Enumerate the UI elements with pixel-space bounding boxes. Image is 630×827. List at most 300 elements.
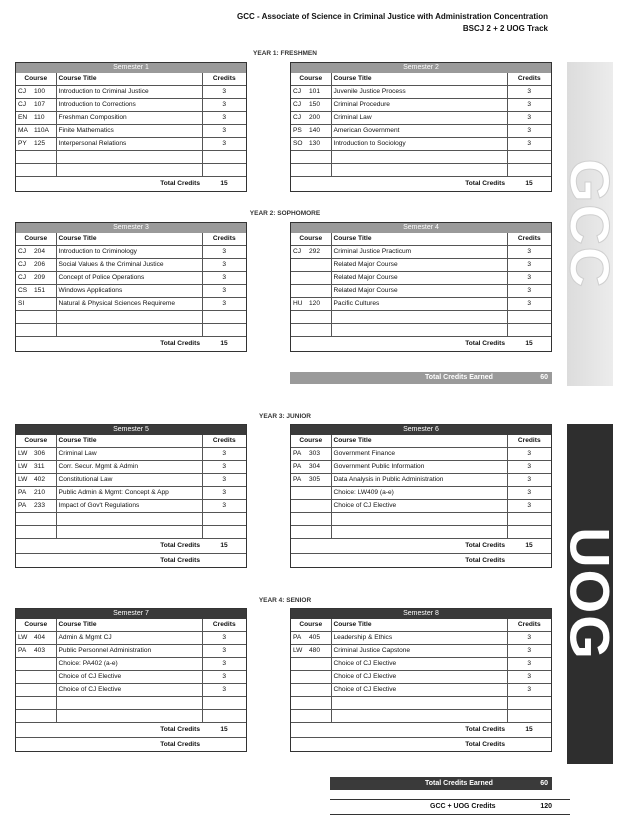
semester-7-table bbox=[15, 608, 247, 752]
course-title: Public Admin & Mgmt: Concept & App bbox=[56, 487, 202, 500]
course-title: Finite Mathematics bbox=[56, 125, 202, 138]
course-credits: 3 bbox=[507, 671, 551, 684]
course-code bbox=[16, 138, 56, 151]
course-dept: PA bbox=[18, 502, 27, 509]
course-credits: 3 bbox=[507, 658, 551, 671]
table-row bbox=[291, 125, 551, 138]
total-credits-label: Total Credits bbox=[465, 180, 505, 187]
course-number: 150 bbox=[309, 101, 321, 108]
course-credits: 3 bbox=[202, 99, 246, 112]
course-title: Related Major Course bbox=[331, 259, 507, 272]
course-title: Introduction to Criminology bbox=[56, 246, 202, 259]
course-credits: 3 bbox=[507, 272, 551, 285]
course-title: Criminal Justice Capstone bbox=[331, 645, 507, 658]
semester-header: Semester 7 bbox=[16, 609, 246, 619]
total-credits-row bbox=[16, 337, 246, 352]
course-credits: 3 bbox=[507, 259, 551, 272]
total-credits-row bbox=[291, 337, 551, 352]
table-row bbox=[16, 632, 246, 645]
gcc-total-credits-earned-bar bbox=[290, 372, 552, 384]
table-row bbox=[291, 246, 551, 259]
course-dept: CJ bbox=[18, 101, 27, 108]
course-number: 204 bbox=[34, 248, 46, 255]
total-credits-label: Total Credits bbox=[465, 726, 505, 733]
course-dept: CJ bbox=[293, 101, 302, 108]
empty-row bbox=[16, 151, 246, 164]
course-credits: 3 bbox=[507, 684, 551, 697]
course-number: 303 bbox=[309, 450, 321, 457]
course-column-header: Course bbox=[16, 233, 56, 246]
title-column-header: Course Title bbox=[331, 435, 507, 448]
course-code bbox=[291, 658, 331, 671]
course-code bbox=[16, 671, 56, 684]
course-title: Choice: LW409 (a-e) bbox=[331, 487, 507, 500]
total-credits-value: 15 bbox=[525, 726, 533, 733]
title-column-header: Course Title bbox=[56, 619, 202, 632]
course-title: Constitutional Law bbox=[56, 474, 202, 487]
gcc-earned-value: 60 bbox=[540, 374, 548, 381]
gcc-earned-label: Total Credits Earned bbox=[425, 374, 493, 381]
course-code bbox=[16, 684, 56, 697]
course-code bbox=[291, 138, 331, 151]
course-credits: 3 bbox=[202, 487, 246, 500]
empty-row bbox=[16, 311, 246, 324]
total-credits-value: 15 bbox=[220, 180, 228, 187]
course-title: Admin & Mgmt CJ bbox=[56, 632, 202, 645]
total-credits-row bbox=[291, 723, 551, 738]
course-title: Freshman Composition bbox=[56, 112, 202, 125]
course-title: Introduction to Sociology bbox=[331, 138, 507, 151]
course-code bbox=[16, 99, 56, 112]
semester-6-table bbox=[290, 424, 552, 568]
year-2-heading: YEAR 2: SOPHOMORE bbox=[249, 210, 321, 217]
course-credits: 3 bbox=[507, 632, 551, 645]
course-number: 100 bbox=[34, 88, 46, 95]
course-credits: 3 bbox=[202, 112, 246, 125]
table-row bbox=[16, 658, 246, 671]
course-code bbox=[291, 112, 331, 125]
course-code bbox=[16, 487, 56, 500]
title-column-header: Course Title bbox=[331, 73, 507, 86]
total-credits-value: 15 bbox=[220, 726, 228, 733]
course-title: Social Values & the Criminal Justice bbox=[56, 259, 202, 272]
course-credits: 3 bbox=[507, 99, 551, 112]
course-code bbox=[16, 448, 56, 461]
course-code bbox=[291, 500, 331, 513]
course-code bbox=[291, 125, 331, 138]
year-3-heading: YEAR 3: JUNIOR bbox=[258, 413, 311, 420]
course-code bbox=[291, 684, 331, 697]
course-column-header: Course bbox=[291, 619, 331, 632]
empty-row bbox=[16, 697, 246, 710]
table-row bbox=[16, 259, 246, 272]
total-credits-summary-label: Total Credits bbox=[56, 554, 202, 568]
empty-row bbox=[16, 710, 246, 723]
course-code bbox=[291, 259, 331, 272]
table-row bbox=[291, 645, 551, 658]
table-row bbox=[16, 487, 246, 500]
course-title: Choice of CJ Elective bbox=[331, 658, 507, 671]
course-dept: CJ bbox=[293, 114, 302, 121]
credits-column-header: Credits bbox=[202, 73, 246, 86]
table-row bbox=[291, 487, 551, 500]
empty-row bbox=[16, 164, 246, 177]
table-row bbox=[291, 684, 551, 697]
document-title: GCC - Associate of Science in Criminal Justice with Administration Concentration bbox=[236, 12, 548, 21]
course-table bbox=[291, 73, 551, 191]
course-title: Criminal Justice Practicum bbox=[331, 246, 507, 259]
course-title: Leadership & Ethics bbox=[331, 632, 507, 645]
credits-column-header: Credits bbox=[202, 435, 246, 448]
table-row bbox=[16, 99, 246, 112]
course-dept: CJ bbox=[18, 88, 27, 95]
course-title: Juvenile Justice Process bbox=[331, 86, 507, 99]
course-number: 292 bbox=[309, 248, 321, 255]
course-code bbox=[291, 246, 331, 259]
course-credits: 3 bbox=[202, 461, 246, 474]
course-title: Choice of CJ Elective bbox=[331, 671, 507, 684]
empty-row bbox=[16, 526, 246, 539]
course-number: 120 bbox=[309, 300, 321, 307]
course-code bbox=[291, 285, 331, 298]
table-row bbox=[291, 658, 551, 671]
course-code bbox=[291, 448, 331, 461]
table-row bbox=[291, 259, 551, 272]
course-credits: 3 bbox=[202, 298, 246, 311]
table-row bbox=[16, 671, 246, 684]
course-number: 304 bbox=[309, 463, 321, 470]
gcc-side-text: GCC bbox=[558, 158, 622, 290]
total-credits-value: 15 bbox=[220, 542, 228, 549]
course-dept: CS bbox=[18, 287, 28, 294]
table-row bbox=[291, 298, 551, 311]
course-title: Public Personnel Administration bbox=[56, 645, 202, 658]
table-row bbox=[16, 461, 246, 474]
course-credits: 3 bbox=[202, 272, 246, 285]
course-code bbox=[291, 86, 331, 99]
course-number: 110 bbox=[34, 114, 45, 121]
course-code bbox=[16, 86, 56, 99]
course-code bbox=[16, 461, 56, 474]
course-title: Criminal Law bbox=[56, 448, 202, 461]
total-credits-value: 15 bbox=[220, 340, 228, 347]
total-credits-summary-row bbox=[291, 554, 551, 568]
uog-total-credits-earned-bar bbox=[330, 777, 552, 790]
track-label: BSCJ 2 + 2 UOG Track bbox=[462, 24, 548, 33]
course-dept: PA bbox=[293, 476, 302, 483]
course-title: Choice of CJ Elective bbox=[331, 500, 507, 513]
course-dept: LW bbox=[18, 450, 28, 457]
course-title: Pacific Cultures bbox=[331, 298, 507, 311]
course-code bbox=[16, 645, 56, 658]
course-credits: 3 bbox=[507, 487, 551, 500]
course-code bbox=[16, 125, 56, 138]
course-title: Introduction to Corrections bbox=[56, 99, 202, 112]
course-dept: LW bbox=[18, 463, 28, 470]
course-code bbox=[291, 671, 331, 684]
course-code bbox=[291, 645, 331, 658]
course-title: Choice of CJ Elective bbox=[56, 684, 202, 697]
table-row bbox=[291, 474, 551, 487]
course-credits: 3 bbox=[202, 645, 246, 658]
course-table bbox=[16, 619, 246, 751]
course-credits: 3 bbox=[202, 259, 246, 272]
empty-row bbox=[291, 324, 551, 337]
total-credits-row bbox=[291, 177, 551, 192]
combined-label: GCC + UOG Credits bbox=[430, 803, 496, 810]
course-code bbox=[291, 474, 331, 487]
table-row bbox=[291, 671, 551, 684]
course-title: Windows Applications bbox=[56, 285, 202, 298]
course-title: Natural & Physical Sciences Requireme bbox=[56, 298, 202, 311]
total-credits-summary-row bbox=[291, 738, 551, 752]
total-credits-label: Total Credits bbox=[160, 726, 200, 733]
course-code bbox=[16, 658, 56, 671]
course-table bbox=[16, 233, 246, 351]
empty-row bbox=[291, 311, 551, 324]
course-number: 306 bbox=[34, 450, 46, 457]
credits-column-header: Credits bbox=[507, 435, 551, 448]
column-headers bbox=[291, 435, 551, 448]
course-code bbox=[16, 246, 56, 259]
empty-row bbox=[291, 164, 551, 177]
course-credits: 3 bbox=[202, 86, 246, 99]
total-credits-row bbox=[16, 177, 246, 192]
title-column-header: Course Title bbox=[331, 233, 507, 246]
table-row bbox=[16, 86, 246, 99]
course-table bbox=[16, 435, 246, 567]
total-credits-row bbox=[16, 723, 246, 738]
total-credits-summary-label: Total Credits bbox=[331, 738, 507, 752]
total-credits-value: 15 bbox=[525, 340, 533, 347]
course-number: 210 bbox=[34, 489, 46, 496]
credits-column-header: Credits bbox=[507, 619, 551, 632]
credits-column-header: Credits bbox=[202, 619, 246, 632]
course-code bbox=[16, 285, 56, 298]
total-credits-summary-row bbox=[16, 554, 246, 568]
table-row bbox=[16, 138, 246, 151]
table-row bbox=[16, 684, 246, 697]
credits-column-header: Credits bbox=[507, 233, 551, 246]
uog-side-band bbox=[558, 424, 622, 764]
course-title: Criminal Law bbox=[331, 112, 507, 125]
table-row bbox=[16, 645, 246, 658]
course-title: Related Major Course bbox=[331, 272, 507, 285]
title-column-header: Course Title bbox=[56, 233, 202, 246]
course-dept: PA bbox=[293, 450, 302, 457]
table-row bbox=[291, 632, 551, 645]
column-headers bbox=[291, 73, 551, 86]
course-credits: 3 bbox=[202, 658, 246, 671]
course-code bbox=[291, 298, 331, 311]
course-code bbox=[291, 99, 331, 112]
course-code bbox=[16, 632, 56, 645]
course-code bbox=[16, 272, 56, 285]
course-number: 403 bbox=[34, 647, 46, 654]
empty-row bbox=[291, 151, 551, 164]
course-dept: PA bbox=[18, 489, 27, 496]
total-credits-label: Total Credits bbox=[160, 180, 200, 187]
course-table bbox=[16, 73, 246, 191]
table-row bbox=[16, 298, 246, 311]
course-title: Choice of CJ Elective bbox=[331, 684, 507, 697]
course-title: Corr. Secur. Mgmt & Admin bbox=[56, 461, 202, 474]
course-dept: SO bbox=[293, 140, 303, 147]
course-dept: MA bbox=[18, 127, 28, 134]
course-number: 101 bbox=[309, 88, 321, 95]
semester-5-table bbox=[15, 424, 247, 568]
empty-row bbox=[16, 513, 246, 526]
semester-header: Semester 5 bbox=[16, 425, 246, 435]
course-dept: HU bbox=[293, 300, 303, 307]
course-code bbox=[291, 632, 331, 645]
course-dept: CJ bbox=[18, 261, 27, 268]
course-credits: 3 bbox=[507, 298, 551, 311]
course-credits: 3 bbox=[507, 285, 551, 298]
course-title: Data Analysis in Public Administration bbox=[331, 474, 507, 487]
course-credits: 3 bbox=[507, 86, 551, 99]
table-row bbox=[16, 272, 246, 285]
table-row bbox=[16, 500, 246, 513]
course-dept: PA bbox=[293, 463, 302, 470]
table-row bbox=[16, 246, 246, 259]
course-table bbox=[291, 435, 551, 567]
course-number: 305 bbox=[309, 476, 321, 483]
course-credits: 3 bbox=[202, 138, 246, 151]
course-credits: 3 bbox=[507, 448, 551, 461]
course-dept: LW bbox=[293, 647, 303, 654]
course-table bbox=[291, 619, 551, 751]
course-column-header: Course bbox=[291, 435, 331, 448]
semester-4-table bbox=[290, 222, 552, 352]
course-dept: PS bbox=[293, 127, 302, 134]
combined-credits-bar bbox=[330, 799, 570, 815]
column-headers bbox=[16, 73, 246, 86]
course-title: American Government bbox=[331, 125, 507, 138]
course-number: 233 bbox=[34, 502, 46, 509]
semester-header: Semester 2 bbox=[291, 63, 551, 73]
uog-side-text: UOG bbox=[558, 527, 622, 661]
empty-row bbox=[291, 526, 551, 539]
course-number: 206 bbox=[34, 261, 46, 268]
table-row bbox=[291, 138, 551, 151]
course-credits: 3 bbox=[202, 684, 246, 697]
course-dept: PY bbox=[18, 140, 27, 147]
table-row bbox=[291, 272, 551, 285]
total-credits-value: 15 bbox=[525, 180, 533, 187]
course-column-header: Course bbox=[16, 435, 56, 448]
course-dept: SI bbox=[18, 300, 25, 307]
course-code bbox=[16, 112, 56, 125]
table-row bbox=[291, 285, 551, 298]
total-credits-summary-label: Total Credits bbox=[331, 554, 507, 568]
column-headers bbox=[291, 619, 551, 632]
course-number: 404 bbox=[34, 634, 46, 641]
course-number: 405 bbox=[309, 634, 321, 641]
course-dept: CJ bbox=[18, 248, 27, 255]
course-column-header: Course bbox=[16, 73, 56, 86]
course-number: 125 bbox=[34, 140, 46, 147]
course-dept: LW bbox=[18, 634, 28, 641]
course-credits: 3 bbox=[507, 125, 551, 138]
course-code bbox=[291, 461, 331, 474]
course-dept: CJ bbox=[18, 274, 27, 281]
title-column-header: Course Title bbox=[331, 619, 507, 632]
course-column-header: Course bbox=[291, 73, 331, 86]
course-title: Introduction to Criminal Justice bbox=[56, 86, 202, 99]
credits-column-header: Credits bbox=[202, 233, 246, 246]
course-title: Government Finance bbox=[331, 448, 507, 461]
table-row bbox=[291, 99, 551, 112]
course-title: Criminal Procedure bbox=[331, 99, 507, 112]
course-title: Related Major Course bbox=[331, 285, 507, 298]
semester-8-table bbox=[290, 608, 552, 752]
course-dept: CJ bbox=[293, 88, 302, 95]
course-credits: 3 bbox=[507, 645, 551, 658]
course-code bbox=[16, 259, 56, 272]
title-column-header: Course Title bbox=[56, 435, 202, 448]
course-number: 140 bbox=[309, 127, 321, 134]
course-credits: 3 bbox=[202, 671, 246, 684]
course-number: 209 bbox=[34, 274, 46, 281]
credits-column-header: Credits bbox=[507, 73, 551, 86]
year-1-heading: YEAR 1: FRESHMEN bbox=[253, 50, 317, 57]
semester-header: Semester 3 bbox=[16, 223, 246, 233]
course-credits: 3 bbox=[202, 125, 246, 138]
course-credits: 3 bbox=[202, 285, 246, 298]
course-table bbox=[291, 233, 551, 351]
uog-earned-value: 60 bbox=[540, 780, 548, 787]
course-dept: CJ bbox=[293, 248, 302, 255]
course-credits: 3 bbox=[202, 632, 246, 645]
column-headers bbox=[16, 619, 246, 632]
title-column-header: Course Title bbox=[56, 73, 202, 86]
course-code bbox=[16, 500, 56, 513]
semester-header: Semester 8 bbox=[291, 609, 551, 619]
column-headers bbox=[16, 233, 246, 246]
course-credits: 3 bbox=[202, 474, 246, 487]
course-code bbox=[291, 272, 331, 285]
table-row bbox=[291, 112, 551, 125]
course-title: Interpersonal Relations bbox=[56, 138, 202, 151]
course-dept: EN bbox=[18, 114, 28, 121]
course-credits: 3 bbox=[507, 246, 551, 259]
course-number: 107 bbox=[34, 101, 46, 108]
semester-header: Semester 1 bbox=[16, 63, 246, 73]
year-4-heading: YEAR 4: SENIOR bbox=[258, 597, 312, 604]
table-row bbox=[291, 500, 551, 513]
table-row bbox=[16, 112, 246, 125]
course-credits: 3 bbox=[202, 500, 246, 513]
total-credits-summary-row bbox=[16, 738, 246, 752]
course-number: 130 bbox=[309, 140, 321, 147]
empty-row bbox=[291, 710, 551, 723]
table-row bbox=[291, 461, 551, 474]
table-row bbox=[16, 285, 246, 298]
empty-row bbox=[291, 697, 551, 710]
total-credits-summary-label: Total Credits bbox=[56, 738, 202, 752]
course-credits: 3 bbox=[507, 474, 551, 487]
table-row bbox=[291, 448, 551, 461]
course-title: Impact of Gov't Regulations bbox=[56, 500, 202, 513]
course-number: 200 bbox=[309, 114, 321, 121]
course-credits: 3 bbox=[507, 461, 551, 474]
column-headers bbox=[291, 233, 551, 246]
total-credits-label: Total Credits bbox=[465, 542, 505, 549]
semester-2-table bbox=[290, 62, 552, 192]
course-credits: 3 bbox=[507, 138, 551, 151]
course-credits: 3 bbox=[202, 246, 246, 259]
